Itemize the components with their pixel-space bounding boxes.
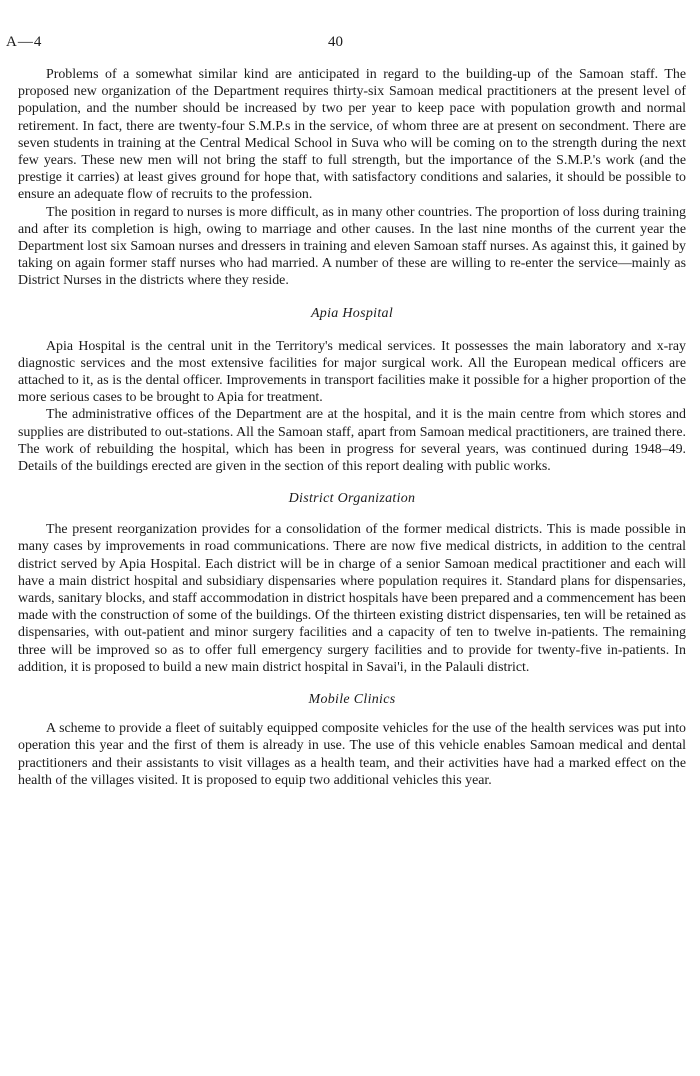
apia-hospital-paragraph-1: Apia Hospital is the central unit in the Territory's medical services. It possesses the main laboratory and x-ray diagnostic services and the most extensive facilities for major surgical work. All the European medical officers are attached to it, as is the dental officer. Improvements in transport facilities make it possible for a higher proportion of the more serious cases to be brought to Apia for treatment. <box>18 338 686 406</box>
page-header <box>6 34 686 66</box>
district-organization-heading: District Organization <box>288 491 416 507</box>
intro-paragraph-1: Problems of a somewhat similar kind are anticipated in regard to the building-up of the Samoan staff. The proposed new organization of the Department requires thirty-six Samoan medical practitioners at the present level of population, and the number should be increased by two per year to keep pace with population growth and normal retirement. In fact, there are twenty-four S.M.P.s in the service, of whom three are at present on secondment. There are seven students in training at the Central Medical School in Suva who will be coming on to the strength during the next few years. These new men will not bring the staff to full strength, but the importance of the S.M.P.'s work (and the prestige it carries) at least gives ground for hope that, with satisfactory conditions and salaries, it should be possible to ensure an adequate flow of recruits to the profession. <box>18 67 686 203</box>
document-reference: A—4 <box>6 34 43 50</box>
apia-hospital-heading: Apia Hospital <box>310 305 394 321</box>
apia-hospital-paragraph-2: The administrative offices of the Department are at the hospital, and it is the main centre from which stores and supplies are distributed to out-stations. All the Samoan staff, apart from Samoan medical practitioners, are trained there. The work of rebuilding the hospital, which has been in progress for several years, was continued during 1948–49. Details of the buildings erected are given in the section of this report dealing with public works. <box>18 407 686 475</box>
mobile-clinics-heading: Mobile Clinics <box>308 692 396 708</box>
district-organization-paragraph-1: The present reorganization provides for a consolidation of the former medical districts. This is made possible in many cases by improvements in road communications. There are now five medical districts, in addition to the central district served by Apia Hospital. Each district will be in charge of a senior Samoan medical practitioner and each will have a main district hospital and subsidiary dispensaries where population requires it. Standard plans for dispensaries, wards, sanitary blocks, and staff accommodation in district hospitals have been prepared and a commencement has been made with the construction of some of the buildings. Of the thirteen existing district dispensaries, ten will be retained as dispensaries, with out-patient and minor surgery facilities and a capacity of ten to twelve in-patients. The remaining three will be improved so as to offer full emergency surgery facilities and to provide for twenty-five in-patients. In addition, it is proposed to build a new main district hospital in Savai'i, in the Palauli district. <box>18 522 686 675</box>
page-number: 40 <box>328 34 343 50</box>
mobile-clinics-paragraph-1: A scheme to provide a fleet of suitably equipped composite vehicles for the use of the health services was put into operation this year and the first of them is already in use. The use of this vehicle enables Samoan medical and dental practitioners and their assistants to visit villages as a health team, and their activities have had a marked effect on the health of the villages visited. It is proposed to equip two additional vehicles this year. <box>18 721 686 788</box>
apia-hospital-section <box>18 306 686 476</box>
document-page <box>6 34 686 1074</box>
intro-section <box>18 66 686 290</box>
intro-paragraph-2: The position in regard to nurses is more difficult, as in many other countries. The proportion of loss during training and after its completion is high, owing to marriage and other causes. In the last nine months of the current year the Department lost six Samoan nurses and dressers in training and eleven Samoan staff nurses. As against this, it gained by taking on again former staff nurses who had married. A number of these are willing to re-enter the service—mainly as District Nurses in the districts where they reside. <box>18 204 686 289</box>
mobile-clinics-section <box>18 692 686 789</box>
district-organization-section <box>18 491 686 676</box>
